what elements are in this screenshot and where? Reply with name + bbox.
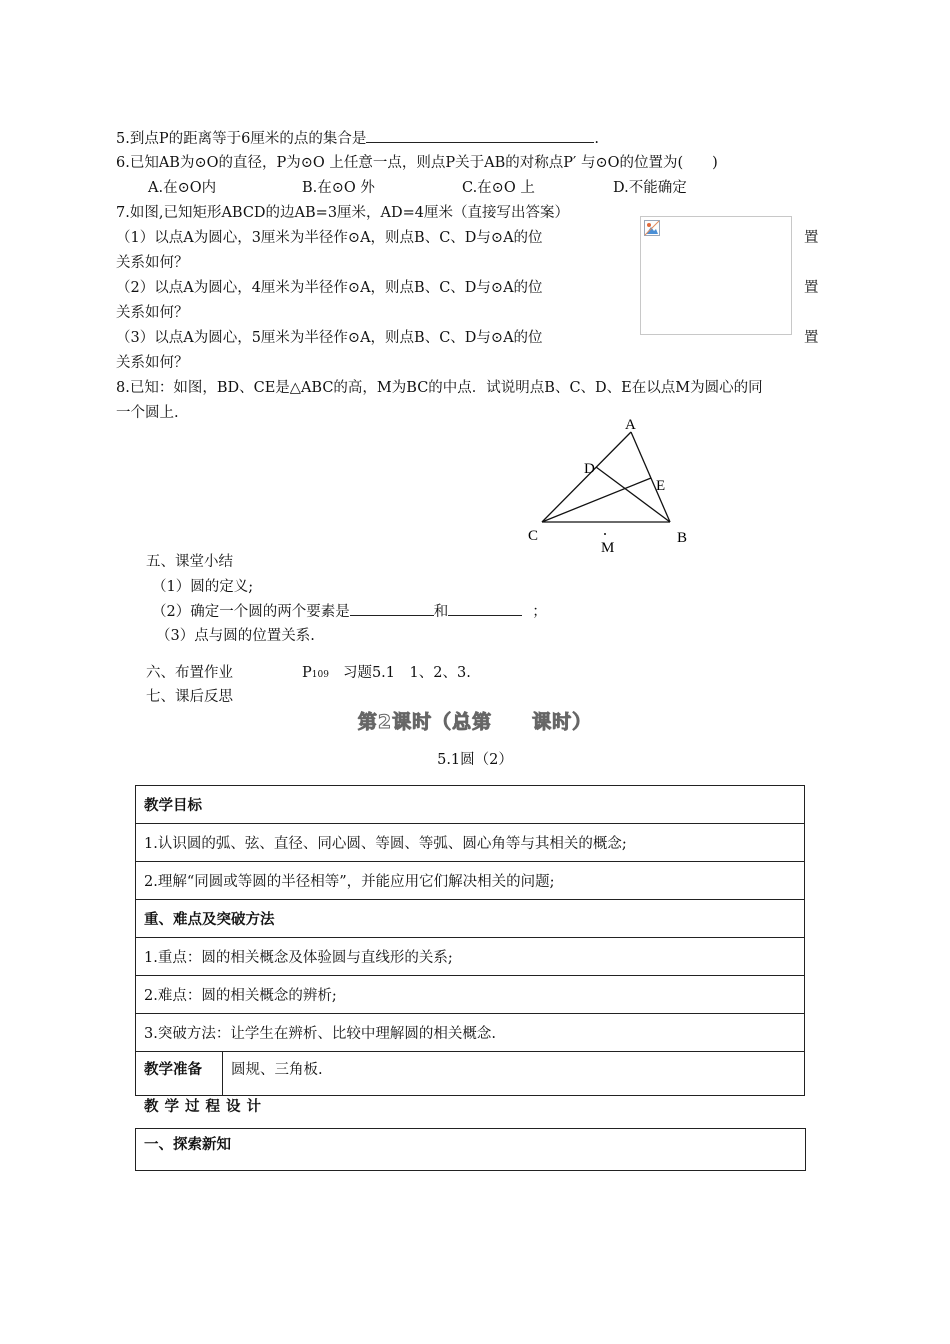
label-c: C: [528, 528, 539, 544]
label-b: B: [677, 530, 688, 546]
question-6: 6.已知AB为⊙O的直径，P为⊙O 上任意一点，则点P关于AB的对称点P′ 与⊙O的位置为( ): [116, 155, 718, 171]
summary-item-1: （1）圆的定义;: [152, 579, 254, 595]
summary-title: 五、课堂小结: [146, 554, 233, 570]
midpoint-m-dot: [604, 533, 606, 535]
label-m: M: [601, 540, 615, 556]
question-7-part-1-cont: 关系如何？: [116, 255, 189, 271]
blank-2: [448, 601, 522, 616]
lesson-title: 第2课时（总第 课时）: [357, 711, 593, 733]
label-a: A: [625, 417, 636, 433]
question-8: 8.已知：如图，BD、CE是△ABC的高，M为BC的中点．试说明点B、C、D、E在以点M为圆心的同: [116, 380, 763, 396]
option-d: D.不能确定: [613, 180, 687, 196]
option-b: B.在⊙O 外: [302, 180, 375, 196]
question-7-part-2-cont: 关系如何？: [116, 305, 189, 321]
altitude-bd: [596, 467, 670, 522]
question-8-cont: 一个圆上.: [116, 405, 179, 421]
question-7-wrap-2: 置: [804, 280, 819, 296]
question-5: 5.到点P的距离等于6厘米的点的集合是 .: [116, 128, 599, 149]
homework-title: 六、布置作业: [146, 665, 233, 681]
question-7-wrap-1: 置: [804, 230, 819, 246]
lesson-subtitle: 5.1圆（2）: [437, 752, 513, 768]
preparation-heading: 教学准备: [136, 1052, 223, 1096]
question-7-part-2: （2）以点A为圆心，4厘米为半径作⊙A，则点B、C、D与⊙A的位: [116, 280, 543, 296]
triangle-figure: [0, 0, 950, 570]
question-7: 7.如图,已知矩形ABCD的边AB=3厘米，AD=4厘米（直接写出答案）: [116, 205, 570, 221]
keypoints-heading: 重、难点及突破方法: [136, 900, 805, 938]
explore-heading: 一、探索新知: [136, 1129, 806, 1171]
lesson-plan-table: [135, 785, 805, 1096]
label-e: E: [656, 478, 666, 494]
side-ab: [631, 432, 670, 522]
keypoint-2: 2.难点：圆的相关概念的辨析;: [136, 976, 805, 1014]
question-7-part-3-cont: 关系如何？: [116, 355, 189, 371]
summary-item-3: （3）点与圆的位置关系.: [156, 628, 315, 644]
option-c: C.在⊙O 上: [462, 180, 535, 196]
label-d: D: [584, 461, 595, 477]
homework-detail: P109 习题5.1 1、2、3.: [302, 665, 471, 681]
question-7-wrap-3: 置: [804, 330, 819, 346]
summary-item-2: （2）确定一个圆的两个要素是 和 ；: [152, 601, 547, 622]
explore-table: [135, 1128, 806, 1171]
side-ca: [542, 432, 631, 522]
altitude-ce: [542, 478, 651, 522]
process-title: 教学过程设计: [144, 1099, 267, 1115]
blank-1: [350, 601, 434, 616]
reflection-title: 七、课后反思: [146, 689, 233, 705]
objectives-heading: 教学目标: [136, 786, 805, 824]
question-7-part-1: （1）以点A为圆心，3厘米为半径作⊙A，则点B、C、D与⊙A的位: [116, 230, 543, 246]
keypoint-3: 3.突破方法：让学生在辨析、比较中理解圆的相关概念.: [136, 1014, 805, 1052]
preparation-content: 圆规、三角板.: [223, 1052, 805, 1096]
objective-2: 2.理解“同圆或等圆的半径相等”，并能应用它们解决相关的问题;: [136, 862, 805, 900]
question-7-part-3: （3）以点A为圆心，5厘米为半径作⊙A，则点B、C、D与⊙A的位: [116, 330, 543, 346]
objective-1: 1.认识圆的弧、弦、直径、同心圆、等圆、等弧、圆心角等与其相关的概念;: [136, 824, 805, 862]
option-a: A.在⊙O内: [148, 180, 217, 196]
keypoint-1: 1.重点：圆的相关概念及体验圆与直线形的关系;: [136, 938, 805, 976]
